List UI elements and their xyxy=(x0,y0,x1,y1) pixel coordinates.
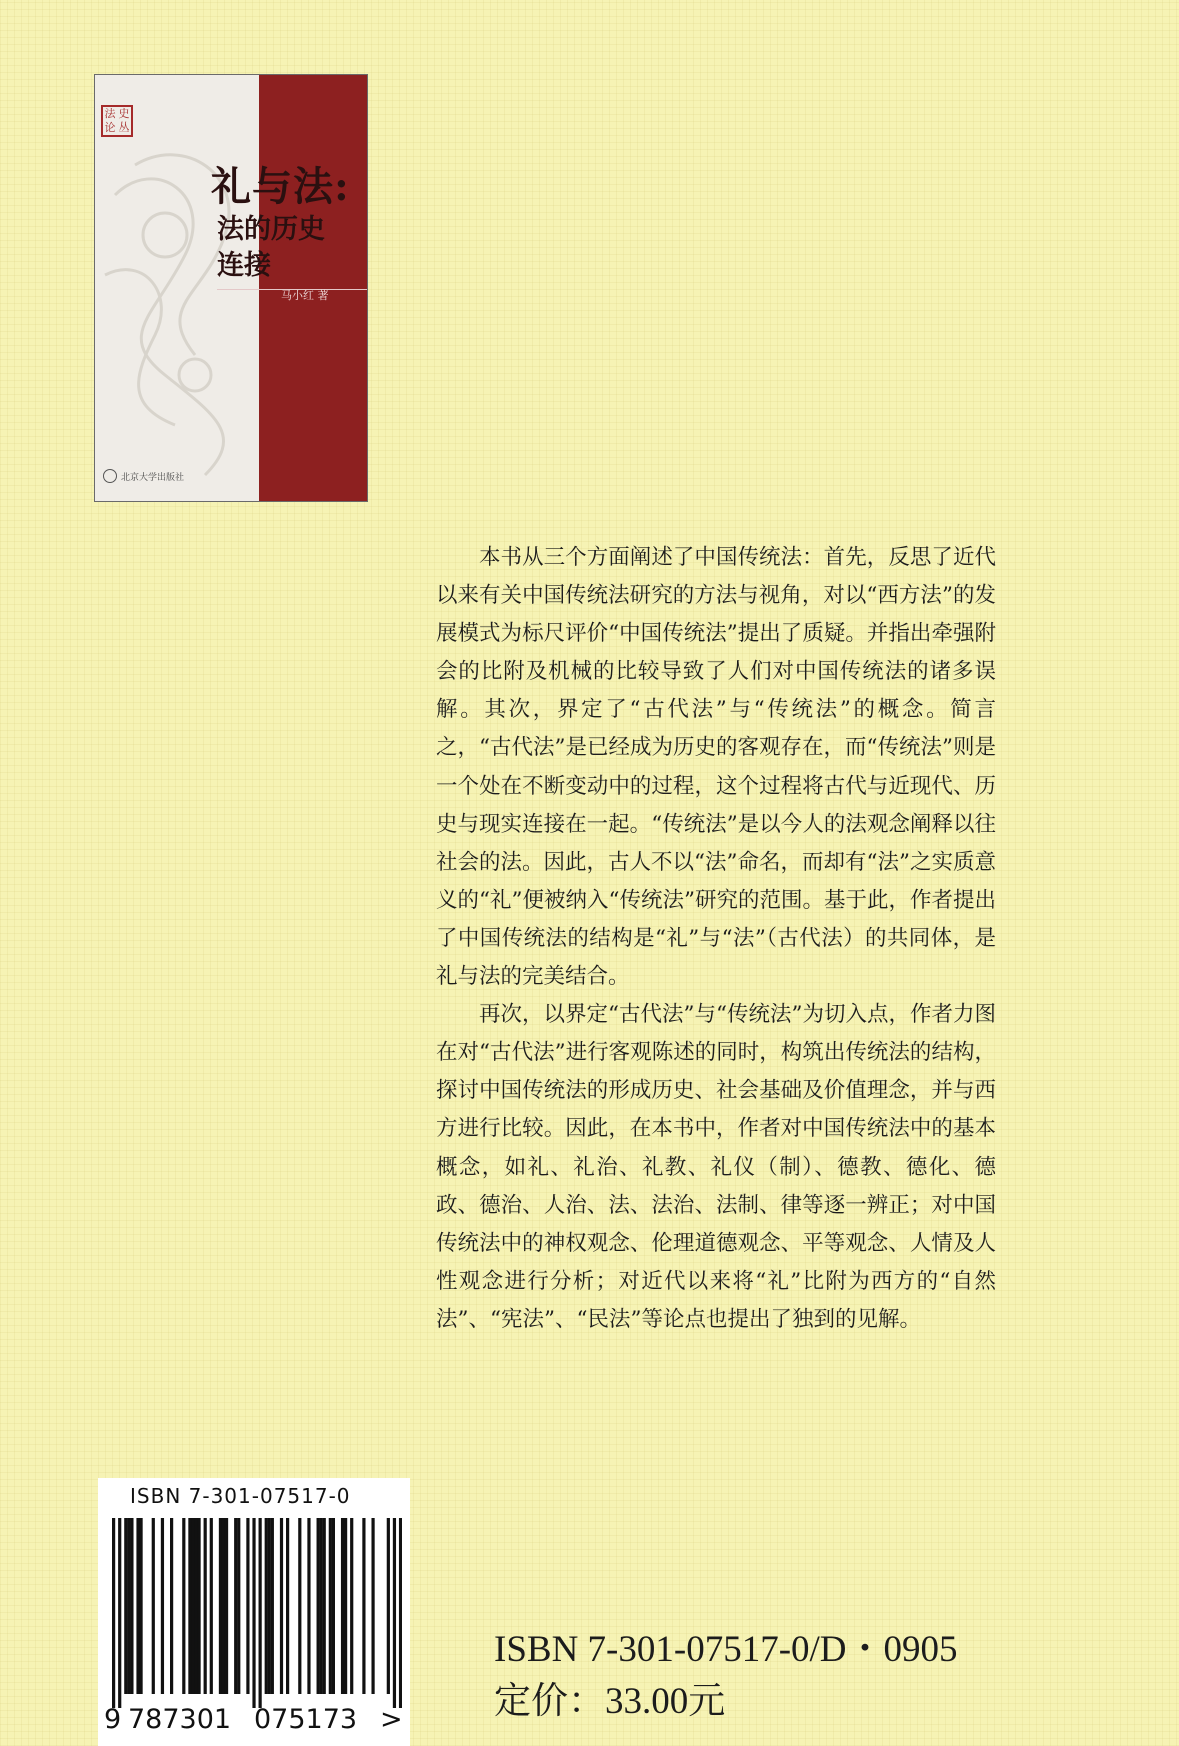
barcode-bar xyxy=(182,1518,185,1694)
description-paragraph: 本书从三个方面阐述了中国传统法：首先，反思了近代以来有关中国传统法研究的方法与视角，对以“西方法”的发展模式为标尺评价“中国传统法”提出了质疑。并指出牵强附会的比附及机械的比较导致了人们对中国传统法的诸多误解。其次，界定了“古代法”与“传统法”的概念。简言之，“古代法”是已经成为历史的客观存在，而“传统法”则是一个处在不断变动中的过程，这个过程将古代与近现代、历史与现实连接在一起。“传统法”是以今人的法观念阐释以往社会的法。因此，古人不以“法”命名，而却有“法”之实质意义的“礼”便被纳入“传统法”研究的范围。基于此，作者提出了中国传统法的结构是“礼”与“法”（古代法）的共同体，是礼与法的完美结合。 xyxy=(436,545,996,990)
publisher-mark xyxy=(103,469,184,483)
seal-char: 论 xyxy=(104,121,116,134)
barcode-bar xyxy=(307,1518,310,1694)
barcode-bar xyxy=(204,1518,207,1694)
barcode-bar xyxy=(191,1518,194,1694)
barcode-bar xyxy=(323,1518,326,1694)
barcode-bar xyxy=(387,1518,390,1694)
cover-title: 礼与法: xyxy=(211,163,350,210)
barcode-bar xyxy=(222,1518,225,1694)
barcode-bar xyxy=(219,1518,222,1694)
seal-char: 法 xyxy=(104,107,116,120)
barcode-bar xyxy=(161,1518,164,1694)
publisher-name: 北京大学出版社 xyxy=(121,472,185,483)
ean-digit-group-left: 787301 xyxy=(128,1704,232,1735)
barcode-bar xyxy=(139,1518,142,1694)
seal-char: 史 xyxy=(118,107,130,120)
barcode-bar xyxy=(286,1518,289,1694)
barcode-bar xyxy=(350,1518,353,1694)
barcode-panel xyxy=(98,1478,410,1746)
ean-quiet-marker: > xyxy=(380,1704,403,1735)
publisher-logo-icon xyxy=(103,469,117,483)
barcode-bar xyxy=(170,1518,173,1694)
series-seal xyxy=(101,105,133,137)
barcode-isbn-label: ISBN 7-301-07517-0 xyxy=(130,1484,351,1508)
barcode-bar xyxy=(127,1518,130,1694)
barcode-bar xyxy=(320,1518,323,1694)
barcode-bar xyxy=(112,1518,115,1708)
barcode-digits xyxy=(104,1704,404,1736)
barcode-bar xyxy=(341,1518,344,1694)
ean-digit-first: 9 xyxy=(104,1704,122,1735)
cover-subtitle-line1: 法的历史 xyxy=(217,214,325,245)
isbn-number: ISBN 7-301-07517-0/D・0905 xyxy=(494,1629,958,1670)
barcode-bar xyxy=(118,1518,121,1708)
barcode-bar xyxy=(246,1518,249,1694)
barcode-bar xyxy=(399,1518,402,1708)
cover-author: 马小红 著 xyxy=(281,289,329,302)
barcode-bar xyxy=(268,1518,271,1694)
barcode-bar xyxy=(271,1518,274,1694)
barcode-bar xyxy=(265,1518,268,1694)
barcode-bar xyxy=(188,1518,191,1694)
barcode-bar xyxy=(259,1518,262,1708)
barcode-bar xyxy=(298,1518,301,1694)
barcode-bar xyxy=(252,1518,255,1708)
barcode-bar xyxy=(197,1518,200,1694)
barcode-bar xyxy=(362,1518,365,1694)
barcode-bar xyxy=(152,1518,155,1694)
book-description xyxy=(436,539,996,1339)
cover-thumbnail xyxy=(94,74,368,502)
seal-char: 丛 xyxy=(118,121,130,134)
barcode-bar xyxy=(280,1518,283,1694)
barcode-bar xyxy=(344,1518,347,1694)
ean-digit-group-right: 075173 xyxy=(254,1704,358,1735)
barcode-bar xyxy=(194,1518,197,1694)
barcode-bar xyxy=(329,1518,332,1694)
barcode-bar xyxy=(317,1518,320,1694)
barcode-bar xyxy=(225,1518,228,1694)
barcode-bar xyxy=(210,1518,213,1694)
barcode-bar xyxy=(124,1518,127,1694)
cover-subtitle-line2: 连接 xyxy=(217,250,271,281)
barcode-bar xyxy=(371,1518,374,1694)
barcode-bar xyxy=(332,1518,335,1694)
barcode-bar xyxy=(130,1518,133,1694)
barcode-bar xyxy=(237,1518,240,1694)
price: 定价：33.00元 xyxy=(494,1681,726,1722)
barcode-bar xyxy=(234,1518,237,1694)
barcode-bar xyxy=(136,1518,139,1694)
barcode-bar xyxy=(393,1518,396,1708)
barcode-bars xyxy=(112,1518,402,1708)
description-paragraph: 再次，以界定“古代法”与“传统法”为切入点，作者力图在对“古代法”进行客观陈述的同时，构筑出传统法的结构，探讨中国传统法的形成历史、社会基础及价值理念，并与西方进行比较。因此，在本书中，作者对中国传统法中的基本概念，如礼、礼治、礼教、礼仪（制）、德教、德化、德政、德治、人治、法、法治、法制、律等逐一辨正；对中国传统法中的神权观念、伦理道德观念、平等观念、人情及人性观念进行分析；对近代以来将“礼”比附为西方的“自然法”、“宪法”、“民法”等论点也提出了独到的见解。 xyxy=(436,1002,996,1332)
